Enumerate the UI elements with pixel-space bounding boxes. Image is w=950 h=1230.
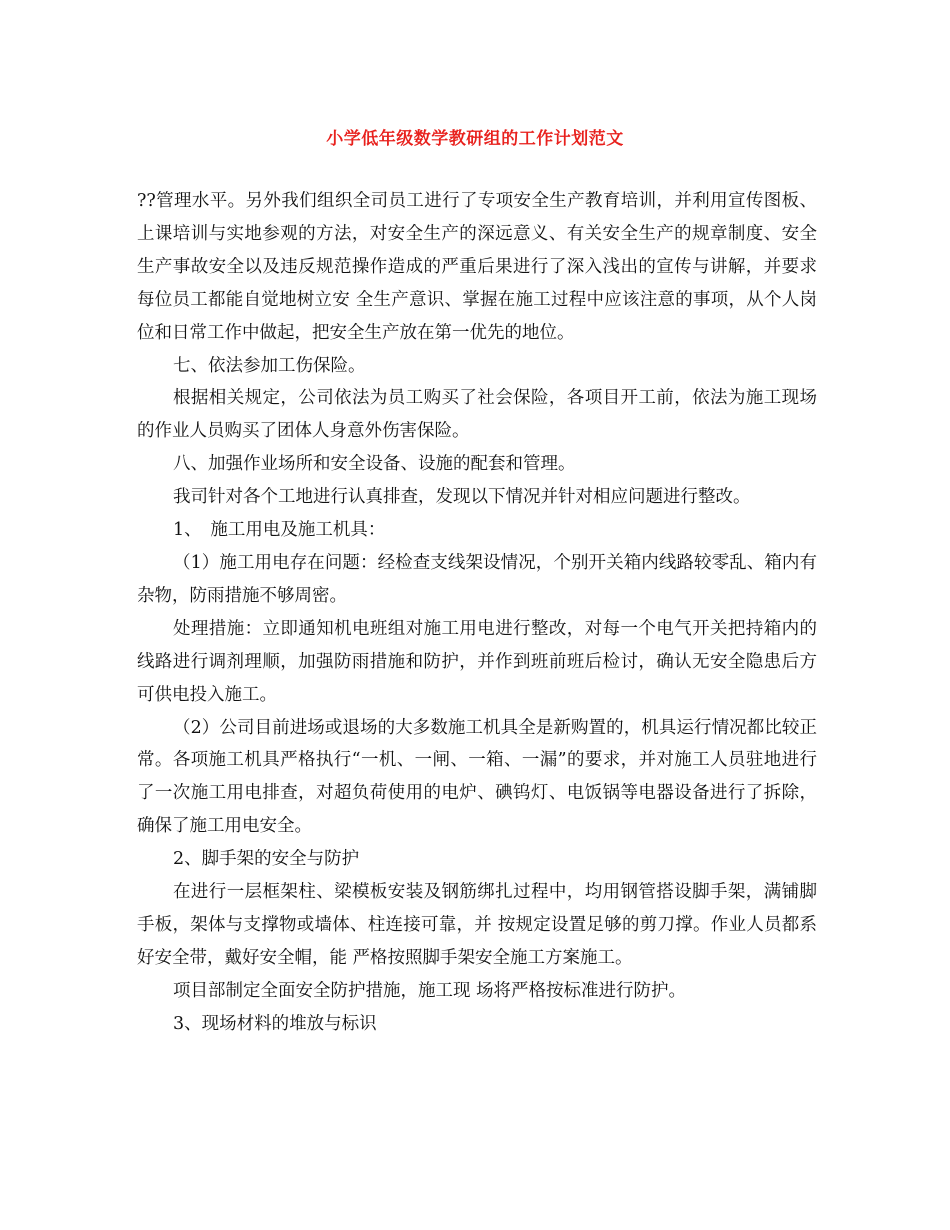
paragraph-5: 处理措施：立即通知机电班组对施工用电进行整改，对每一个电气开关把持箱内的线路进行调剂理顺，加强防雨措施和防护，并作到班前班后检讨，确认无安全隐患后方可供电投入施工。 bbox=[137, 618, 817, 705]
paragraph-8: 项目部制定全面安全防护措施，施工现 场将严格按标准进行防护。 bbox=[173, 980, 687, 1001]
subsection-heading-1: 1、 施工用电及施工机具： bbox=[173, 520, 386, 541]
subsection-heading-2: 2、脚手架的安全与防护 bbox=[173, 849, 360, 870]
paragraph-6: （2）公司目前进场或退场的大多数施工机具全是新购置的，机具运行情况都比较正常。各项施工机具严格执行“一机、一闸、一箱、一漏”的要求，并对施工人员驻地进行了一次施工用电排查，对超负荷使用的电炉、碘钨灯、电饭锅等电器设备进行了拆除，确保了施工用电安全。 bbox=[137, 717, 817, 837]
paragraph-3: 我司针对各个工地进行认真排查，发现以下情况并针对相应问题进行整改。 bbox=[173, 487, 751, 508]
document-title: 小学低年级数学教研组的工作计划范文 bbox=[326, 129, 624, 149]
subsection-heading-3: 3、现场材料的堆放与标识 bbox=[173, 1013, 377, 1034]
paragraph-1: ??管理水平。另外我们组织全司员工进行了专项安全生产教育培训，并利用宣传图板、上课培训与实地参观的方法，对安全生产的深远意义、有关安全生产的规章制度、安全生产事故安全以及违反规范操作造成的严重后果进行了深入浅出的宣传与讲解，并要求每位员工都能自觉地树立安 全生产意识、掌握在施工过程中应该注意的事项，从个人岗位和日常工作中做起，把安全生产放在第一优先的地位。 bbox=[137, 191, 817, 343]
paragraph-4: （1）施工用电存在问题：经检查支线架设情况，个别开关箱内线路较零乱、箱内有杂物，防雨措施不够周密。 bbox=[137, 552, 817, 606]
paragraph-2: 根据相关规定，公司依法为员工购买了社会保险，各项目开工前，依法为施工现场的作业人员购买了团体人身意外伤害保险。 bbox=[137, 388, 817, 442]
document-body bbox=[137, 185, 817, 1041]
paragraph-7: 在进行一层框架柱、梁模板安装及钢筋绑扎过程中，均用钢管搭设脚手架，满铺脚手板，架体与支撑物或墙体、柱连接可靠，并 按规定设置足够的剪刀撑。作业人员都系好安全带，戴好安全帽，能 严格按照脚手架安全施工方案施工。 bbox=[137, 882, 817, 968]
section-heading-8: 八、加强作业场所和安全设备、设施的配套和管理。 bbox=[173, 454, 576, 475]
section-heading-7: 七、依法参加工伤保险。 bbox=[173, 355, 366, 376]
